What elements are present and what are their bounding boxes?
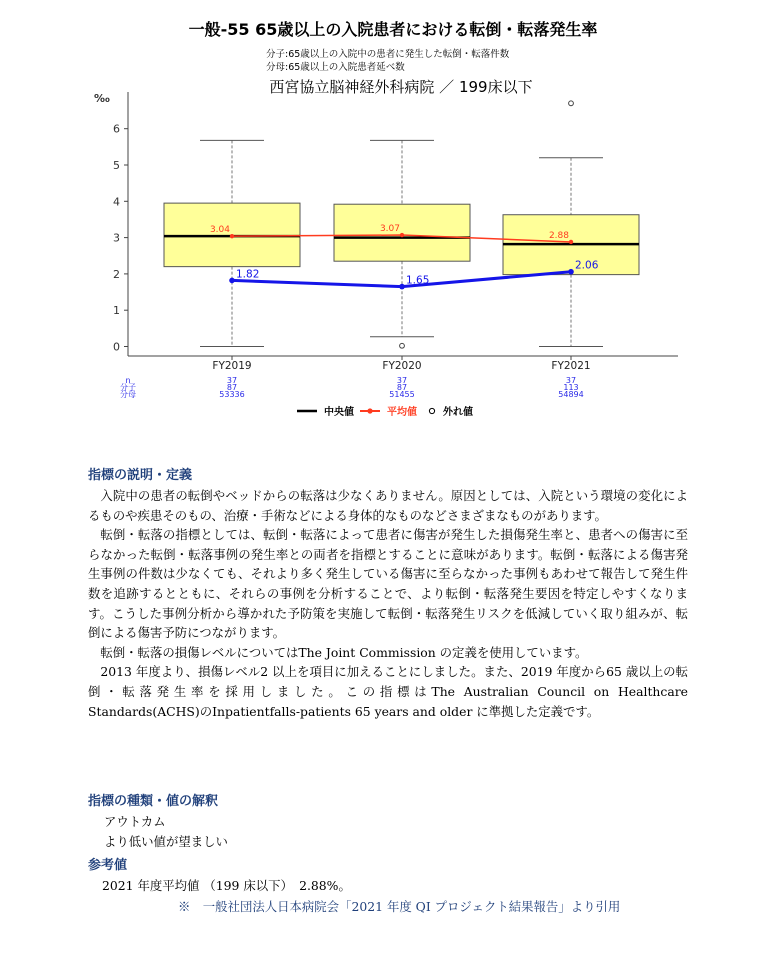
indicator-interpretation-line: より低い値が望ましい bbox=[104, 833, 228, 849]
hospital-value-label: 1.82 bbox=[236, 268, 260, 281]
summary-table bbox=[120, 376, 584, 399]
definition-paragraph: 入院中の患者の転倒やベッドからの転落は少なくありません。原因としては、入院という環境の変化によるものや疾患そのもの、治療・手術などによる身体的なものなどさまざまなものがあります。 bbox=[88, 488, 688, 523]
y-tick-label: 1 bbox=[113, 304, 120, 318]
mean-point bbox=[569, 240, 573, 244]
table-cell: 37 bbox=[565, 376, 577, 385]
definition-section bbox=[88, 466, 688, 721]
reference-section bbox=[88, 856, 688, 895]
mean-value-label: 2.88 bbox=[548, 230, 569, 241]
table-cell: 87 bbox=[226, 383, 238, 392]
legend-mean-marker bbox=[367, 408, 372, 413]
x-tick-label: FY2019 bbox=[212, 360, 252, 372]
hospital-value-label: 2.06 bbox=[575, 259, 599, 272]
y-tick-label: 3 bbox=[113, 231, 120, 245]
legend-median-label: 中央値 bbox=[324, 407, 354, 418]
table-cell: 51455 bbox=[389, 390, 415, 399]
mean-point bbox=[400, 233, 404, 237]
definition-paragraph: 2013 年度より、損傷レベル2 以上を項目に加えることにしました。また、2019 年度から65 歳以上の転倒・転落発生率を採用しました。この指標はThe Australian Council on Healthcare Standards(ACHS)のInpatientfalls-patients 65 years and older に準拠した定義です。 bbox=[88, 664, 688, 719]
plot-area bbox=[113, 92, 678, 372]
legend-outlier-marker bbox=[429, 408, 434, 413]
indicator-type-heading: 指標の種類・値の解釈 bbox=[88, 794, 219, 809]
outlier-point bbox=[569, 101, 574, 106]
chart-hospital-line: 西宮協立脳神経外科病院 ／ 199床以下 bbox=[269, 78, 533, 96]
outlier-point bbox=[400, 343, 405, 348]
boxplot-chart bbox=[0, 0, 778, 430]
table-cell: 53336 bbox=[219, 390, 245, 399]
hospital-value-label: 1.65 bbox=[406, 274, 430, 287]
table-cell: 37 bbox=[226, 376, 238, 385]
mean-value-label: 3.07 bbox=[379, 224, 400, 235]
table-cell: 87 bbox=[396, 383, 408, 392]
chart-legend bbox=[297, 405, 473, 418]
definition-paragraph: 転倒・転落の指標としては、転倒・転落によって患者に傷害が発生した損傷発生率と、患者への傷害に至らなかった転倒・転落事例の発生率との両者を指標とすることに意味があります。転倒・転落による傷害発生事例の件数は少なくても、それより多く発生している傷害に至らなかった事例もあわせて報告して発生件数を追跡するとともに、それらの事例を分析することで、より転倒・転落発生要因を特定しやすくなります。こうした事例分析から導かれた予防策を実施して転倒・転落発生リスクを低減していく取り組みが、転倒による傷害予防につながります。 bbox=[88, 527, 688, 641]
y-axis-unit: ‰ bbox=[94, 92, 110, 105]
legend-outlier-label: 外れ値 bbox=[443, 407, 473, 418]
definition-paragraph: 転倒・転落の損傷レベルについてはThe Joint Commission の定義を使用しています。 bbox=[100, 644, 588, 660]
table-row-label-denominator: 分母 bbox=[120, 390, 136, 399]
chart-denominator-note: 分母:65歳以上の入院患者延べ数 bbox=[266, 62, 405, 73]
reference-value-line: 2021 年度平均値 （199 床以下） 2.88%。 bbox=[102, 878, 351, 893]
mean-point bbox=[230, 234, 234, 238]
table-cell: 113 bbox=[563, 383, 579, 392]
hospital-point bbox=[568, 269, 574, 275]
definition-heading: 指標の説明・定義 bbox=[88, 468, 193, 483]
y-tick-label: 4 bbox=[113, 195, 120, 209]
box-iqr bbox=[334, 204, 470, 261]
mean-value-label: 3.04 bbox=[209, 225, 230, 236]
y-tick-label: 0 bbox=[113, 340, 120, 354]
table-cell: 54894 bbox=[558, 390, 584, 399]
legend-mean-label: 平均値 bbox=[387, 407, 417, 418]
indicator-type-line: アウトカム bbox=[104, 814, 166, 829]
table-row-label-numerator: 分子 bbox=[120, 383, 136, 392]
chart-title: 一般-55 65歳以上の入院患者における転倒・転落発生率 bbox=[188, 20, 598, 39]
hospital-point bbox=[399, 284, 405, 290]
x-tick-label: FY2020 bbox=[382, 360, 422, 372]
chart-numerator-note: 分子:65歳以上の入院中の患者に発生した転倒・転落件数 bbox=[266, 49, 510, 60]
indicator-type-section bbox=[88, 792, 688, 851]
y-tick-label: 6 bbox=[113, 122, 120, 136]
x-tick-label: FY2021 bbox=[551, 360, 591, 372]
source-citation: ※ 一般社団法人日本病院会「2021 年度 QI プロジェクト結果報告」より引用 bbox=[178, 899, 621, 914]
y-tick-label: 5 bbox=[113, 159, 120, 172]
table-row-label-n: n bbox=[125, 376, 131, 385]
hospital-point bbox=[229, 278, 235, 284]
reference-heading: 参考値 bbox=[88, 858, 128, 873]
table-cell: 37 bbox=[396, 376, 408, 385]
y-tick-label: 2 bbox=[113, 267, 120, 281]
